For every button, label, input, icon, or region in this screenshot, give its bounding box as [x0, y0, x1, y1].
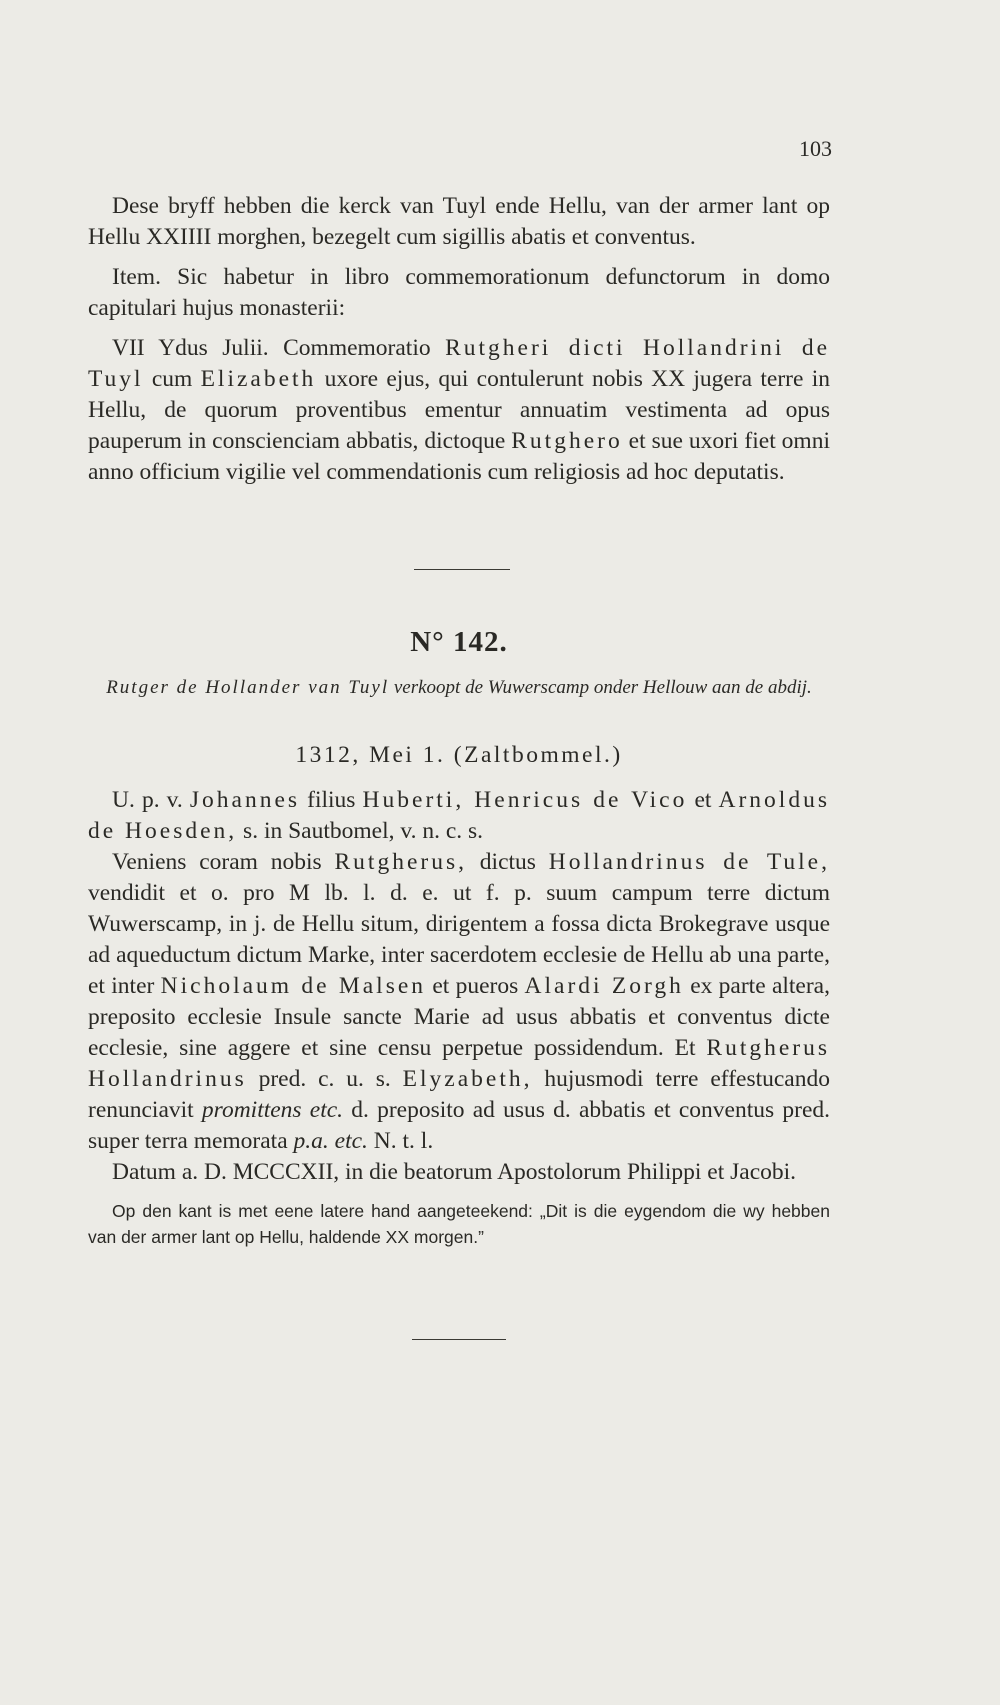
- intro-section: [88, 191, 830, 488]
- document-date-line: 1312, Mei 1. (Zaltbommel.): [295, 742, 623, 768]
- end-divider: [412, 1339, 506, 1340]
- person-name: Alardi Zorgh: [524, 973, 684, 999]
- text-run: cum: [143, 366, 201, 392]
- person-name: Nicholaum de Malsen: [160, 973, 427, 999]
- text-run: pred. c. u. s.: [246, 1066, 403, 1092]
- document-number-text: N° 142.: [410, 626, 508, 658]
- person-name: Rutgherus Hollandrinus: [88, 1035, 830, 1092]
- text-run: et sue uxori fiet omni anno officium vigilie vel commendationis cum religiosis ad hoc deputatis.: [88, 428, 830, 485]
- intro-paragraph-2: Item. Sic habetur in libro commemorationum defunctorum in domo capitulari hujus monasterii:: [88, 264, 830, 321]
- italic-phrase: p.a. etc.: [293, 1128, 368, 1154]
- document-paragraph-3: Datum a. D. MCCCXII, in die beatorum Apostolorum Philippi et Jacobi.: [112, 1159, 797, 1185]
- person-name: Rutghero: [511, 428, 623, 454]
- document-paragraph-1: [88, 785, 830, 847]
- text-run: VII Ydus Julii. Commemoratio: [112, 335, 446, 361]
- person-name: Elizabeth: [200, 366, 317, 392]
- italic-phrase: promittens etc.: [201, 1097, 344, 1123]
- marginal-note: Op den kant is met eene latere hand aangeteekend: „Dit is die eygendom die wy hebben van der armer lant op Hellu, haldende XX morgen.”: [88, 1201, 830, 1247]
- text-run: Veniens coram nobis: [112, 849, 335, 875]
- document-number: [88, 626, 830, 659]
- text-run: s. in Sautbomel, v. n. c. s.: [237, 818, 484, 844]
- document-paragraph-2: [88, 847, 830, 1157]
- document-summary: [88, 675, 830, 701]
- person-name: Arnoldus de Hoesden,: [88, 787, 830, 844]
- text-run: d. preposito ad usus d. abbatis et conventus pred. super terra memorata: [88, 1097, 830, 1154]
- person-name: Huberti, Henricus de Vico: [362, 787, 688, 813]
- section-divider: [414, 569, 510, 570]
- summary-text: verkoopt de Wuwerscamp onder Hellouw aan de abdij.: [389, 677, 812, 698]
- page-number: 103: [799, 136, 832, 161]
- intro-paragraph-3: [88, 333, 830, 488]
- document-body: [88, 785, 830, 1250]
- text-run: N. t. l.: [367, 1128, 434, 1154]
- summary-name: Rutger de Hollander van Tuyl: [106, 677, 390, 698]
- intro-paragraph-1: Dese bryff hebben die kerck van Tuyl ende Hellu, van der armer lant op Hellu XXIIII morghen, bezegelt cum sigillis abatis et conventus.: [88, 193, 830, 250]
- person-name: Johannes: [189, 787, 301, 813]
- text-run: U. p. v.: [112, 787, 190, 813]
- text-run: uxore ejus, qui contulerunt nobis XX jugera terre in Hellu, de quorum proventibus ementur annuatim vestimenta ad opus pauperum in conscienciam abbatis, dictoque: [88, 366, 830, 454]
- text-run: dictus: [466, 849, 549, 875]
- text-run: ex parte altera, preposito ecclesie Insule sancte Marie ad usus abbatis et conventus dicte ecclesie, sine aggere et sine censu perpetue possidendum. Et: [88, 973, 830, 1061]
- text-run: filius: [300, 787, 363, 813]
- text-run: et: [687, 787, 719, 813]
- person-name: Rutgheri dicti Hollandrini de Tuyl: [88, 335, 831, 392]
- text-run: vendidit et o. pro M lb. l. d. e. ut f. p. suum campum terre dictum Wuwerscamp, in j. de Hellu situm, dirigentem a fossa dicta Brokegrave usque ad aqueductum dictum Marke, inter sacerdotem ecclesie de Hellu ab una parte, et inter: [88, 880, 830, 999]
- text-run: et pueros: [426, 973, 525, 999]
- person-name: Elyzabeth,: [402, 1066, 533, 1092]
- person-name: Hollandrinus de Tule,: [548, 849, 830, 875]
- person-name: Rutgherus,: [334, 849, 467, 875]
- text-run: hujusmodi terre effestucando renunciavit: [88, 1066, 830, 1123]
